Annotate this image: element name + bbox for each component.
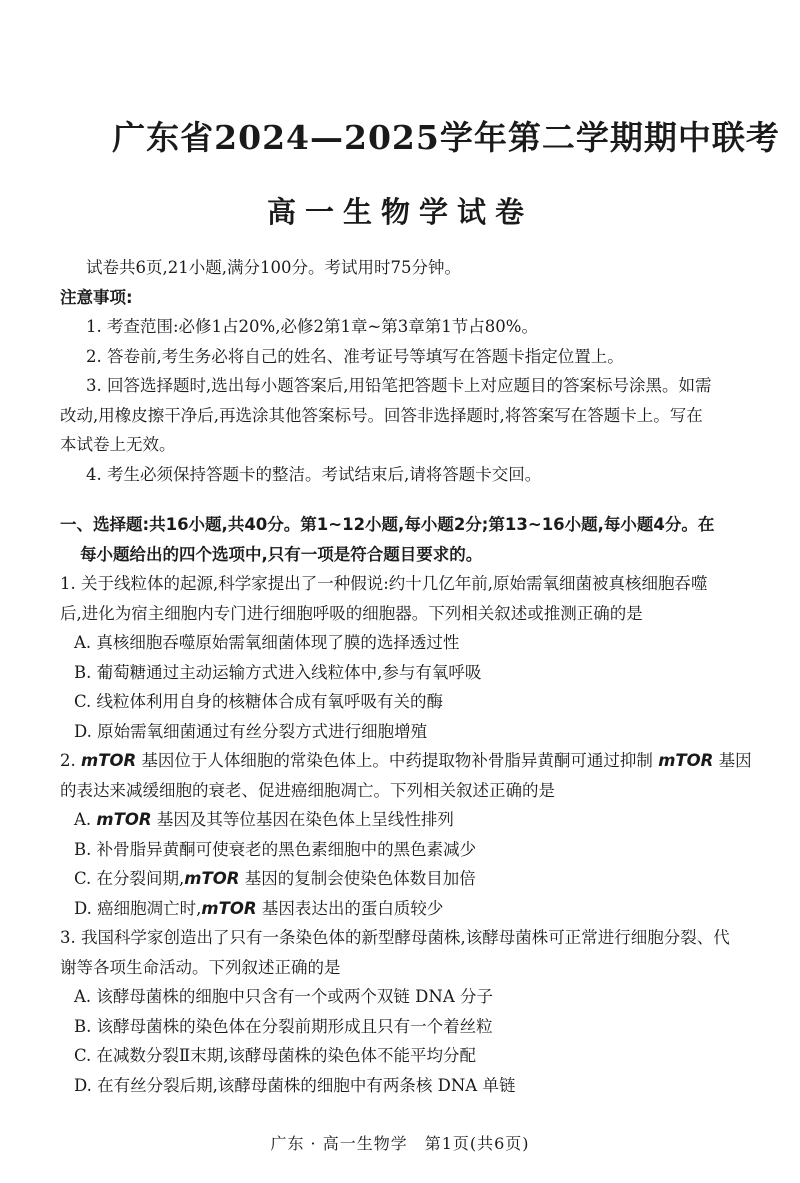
question-3-stem-line-1: 3. 我国科学家创造出了只有一条染色体的新型酵母菌株,该酵母菌株可正常进行细胞分裂、代 bbox=[60, 928, 730, 947]
section-heading-line-1: 一、选择题:共16小题,共40分。第1~12小题,每小题2分;第13~16小题,每小题4分。在 bbox=[60, 515, 715, 534]
question-3-stem-line-2: 谢等各项生命活动。下列叙述正确的是 bbox=[60, 957, 341, 977]
gene-name: mTOR bbox=[96, 810, 152, 829]
question-2-option-d bbox=[60, 894, 760, 924]
question-1-option-c: C. 线粒体利用自身的核糖体合成有氧呼吸有关的酶 bbox=[74, 692, 444, 711]
text-segment: C. 在分裂间期, bbox=[74, 869, 185, 888]
text-segment: D. 癌细胞凋亡时, bbox=[74, 898, 202, 918]
paper-title: 高一生物学试卷 bbox=[266, 195, 533, 229]
question-3-option-c: C. 在减数分裂Ⅱ末期,该酵母菌株的染色体不能平均分配 bbox=[74, 1046, 476, 1065]
text-segment: 基因及其等位基因在染色体上呈线性排列 bbox=[151, 810, 454, 829]
section-heading-line-2: 每小题给出的四个选项中,只有一项是符合题目要求的。 bbox=[80, 544, 483, 564]
gene-name: mTOR bbox=[81, 751, 137, 770]
gene-name: mTOR bbox=[184, 869, 240, 888]
question-1-option-a: A. 真核细胞吞噬原始需氧细菌体现了膜的选择透过性 bbox=[74, 633, 460, 652]
gene-name: mTOR bbox=[201, 898, 257, 918]
notes-heading: 注意事项: bbox=[60, 287, 133, 307]
section-heading bbox=[60, 510, 760, 569]
question-3-option-a: A. 该酵母菌株的细胞中只含有一个或两个双链 DNA 分子 bbox=[74, 987, 493, 1006]
exam-title: 广东省2024—2025学年第二学期期中联考 bbox=[112, 118, 780, 157]
question-1-stem-line-2: 后,进化为宿主细胞内专门进行细胞呼吸的细胞器。下列相关叙述或推测正确的是 bbox=[60, 603, 643, 623]
notes-block bbox=[60, 283, 760, 490]
question-3-option-b: B. 该酵母菌株的染色体在分裂前期形成且只有一个着丝粒 bbox=[74, 1016, 493, 1036]
note-item-3-line-3: 本试卷上无效。 bbox=[60, 435, 176, 454]
text-segment: 基因表达出的蛋白质较少 bbox=[256, 898, 444, 918]
question-2-stem-line-2: 的表达来减缓细胞的衰老、促进癌细胞凋亡。下列相关叙述正确的是 bbox=[60, 780, 555, 800]
note-item-2: 2. 答卷前,考生务必将自己的姓名、准考证号等填写在答题卡指定位置上。 bbox=[86, 346, 624, 366]
question-2-option-b: B. 补骨脂异黄酮可使衰老的黑色素细胞中的黑色素减少 bbox=[74, 839, 477, 859]
text-segment: 基因的复制会使染色体数目加倍 bbox=[239, 869, 476, 888]
text-segment: 基因 bbox=[713, 751, 752, 770]
question-2-option-a bbox=[60, 805, 760, 835]
exam-body bbox=[60, 253, 760, 1100]
question-1-option-b: B. 葡萄糖通过主动运输方式进入线粒体中,参与有氧呼吸 bbox=[74, 662, 482, 682]
question-2 bbox=[60, 746, 760, 923]
question-1-option-d: D. 原始需氧细菌通过有丝分裂方式进行细胞增殖 bbox=[74, 721, 428, 741]
question-3 bbox=[60, 923, 760, 1100]
note-item-4: 4. 考生必须保持答题卡的整洁。考试结束后,请将答题卡交回。 bbox=[86, 464, 542, 484]
page-footer: 广东 · 高一生物学 第1页(共6页) bbox=[270, 1134, 530, 1153]
text-segment: A. bbox=[74, 810, 97, 829]
note-item-1: 1. 考查范围:必修1占20%,必修2第1章~第3章第1节占80%。 bbox=[86, 317, 538, 336]
exam-intro: 试卷共6页,21小题,满分100分。考试用时75分钟。 bbox=[86, 258, 461, 277]
note-item-3-line-1: 3. 回答选择题时,选出每小题答案后,用铅笔把答题卡上对应题目的答案标号涂黑。如需 bbox=[86, 376, 712, 395]
text-segment: 2. bbox=[60, 751, 81, 770]
question-1 bbox=[60, 569, 760, 746]
question-2-stem-line-1 bbox=[60, 746, 760, 776]
question-1-stem-line-1: 1. 关于线粒体的起源,科学家提出了一种假说:约十几亿年前,原始需氧细菌被真核细胞吞噬 bbox=[60, 574, 708, 593]
text-segment: 基因位于人体细胞的常染色体上。中药提取物补骨脂异黄酮可通过抑制 bbox=[136, 751, 659, 770]
gene-name: mTOR bbox=[658, 751, 714, 770]
question-2-option-c bbox=[60, 864, 760, 894]
question-3-option-d: D. 在有丝分裂后期,该酵母菌株的细胞中有两条核 DNA 单链 bbox=[74, 1075, 516, 1095]
note-item-3-line-2: 改动,用橡皮擦干净后,再选涂其他答案标号。回答非选择题时,将答案写在答题卡上。写在 bbox=[60, 405, 703, 425]
